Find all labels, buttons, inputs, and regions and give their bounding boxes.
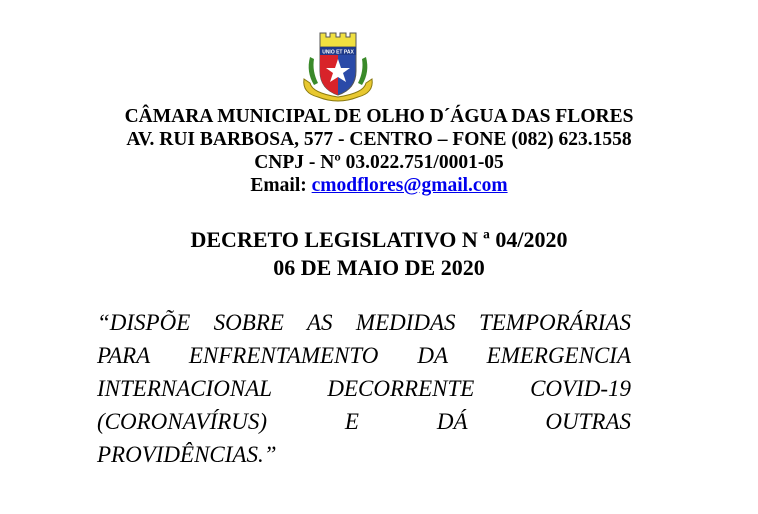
ementa-line: PARA ENFRENTAMENTO DA EMERGENCIA — [97, 343, 631, 368]
ementa-line: “DISPÕE SOBRE AS MEDIDAS TEMPORÁRIAS — [97, 310, 631, 335]
ementa-paragraph — [97, 306, 631, 471]
email-line — [0, 174, 758, 197]
email-link[interactable]: cmodflores@gmail.com — [311, 175, 508, 196]
ementa-line: (CORONAVÍRUS) E DÁ OUTRAS — [97, 409, 631, 434]
svg-text:UNIO ET PAX: UNIO ET PAX — [322, 49, 354, 56]
chamber-name: CÂMARA MUNICIPAL DE OLHO D´ÁGUA DAS FLORES — [124, 106, 634, 127]
coat-of-arms-logo — [298, 27, 378, 107]
email-label: Email: — [250, 175, 312, 196]
cnpj: CNPJ - Nº 03.022.751/0001-05 — [254, 152, 504, 173]
decree-date: 06 DE MAIO DE 2020 — [273, 255, 485, 280]
ementa-line: PROVIDÊNCIAS.” — [97, 442, 277, 467]
address-phone: AV. RUI BARBOSA, 577 - CENTRO – FONE (082) 623.1558 — [126, 129, 632, 150]
decree-title: DECRETO LEGISLATIVO N ª 04/2020 — [190, 227, 568, 252]
ementa-line: INTERNACIONAL DECORRENTE COVID-19 — [97, 376, 631, 401]
